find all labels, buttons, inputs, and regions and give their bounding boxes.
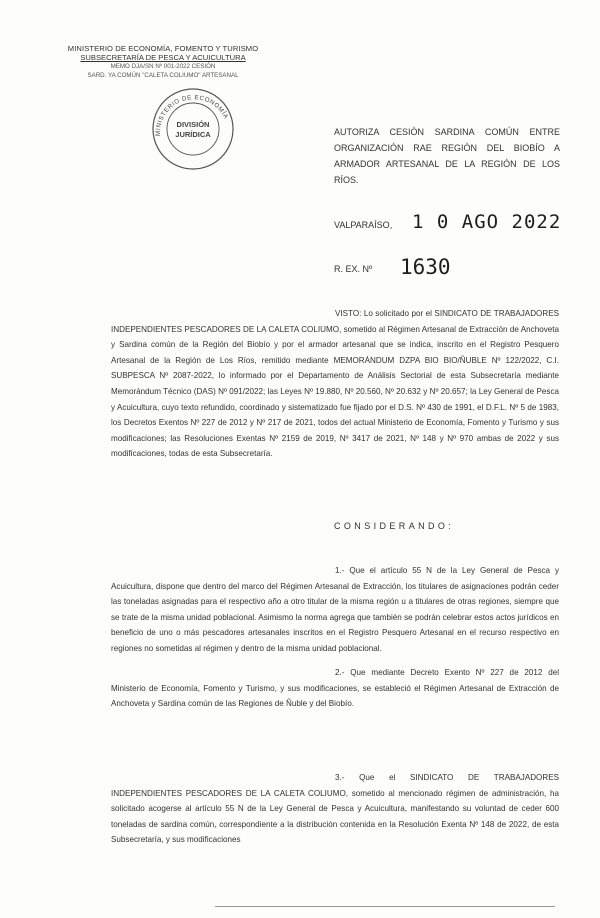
stamp-line-2: JURÍDICA <box>175 130 211 139</box>
considerando-2 <box>111 665 559 712</box>
stamp-seal <box>150 86 236 172</box>
division-juridica-stamp <box>150 86 236 172</box>
considerando-3 <box>111 770 559 848</box>
considerando-heading: CONSIDERANDO: <box>334 521 455 531</box>
date-stamp: 1 0 AGO 2022 <box>412 211 562 233</box>
considerando-1-text: 1.- Que el artículo 55 N de la Ley General de Pesca y Acuicultura, dispone que dentro del marco del Régimen Artesanal de Extracción, los titulares de asignaciones podrán ceder las toneladas asignadas para el respectivo año a otro titular de la misma región u a titulares de otras regiones, siempre que se trate de la misma unidad poblacional. Asimismo la norma agrega que también se podrán celebrar estos actos jurídicos en beneficio de uno o más pescadores artesanales inscritos en el Registro Pesquero Artesanal en el recurso respectivo en regiones no sometidas al régimen y dentro de la misma unidad poblacional. <box>111 566 559 653</box>
visto-text: VISTO: Lo solicitado por el SINDICATO DE TRABAJADORES INDEPENDIENTES PESCADORES DE LA CALETA COLIUMO, sometido al Régimen Artesanal de Extracción de Anchoveta y Sardina común de la Región del Biobío y por el armador artesanal que se indica, inscrito en el Registro Pesquero Artesanal de la Región de Los Ríos, remitido mediante MEMORÁNDUM DZPA BIO BIO/ÑUBLE Nº 122/2022, C.I. SUBPESCA Nº 2087-2022, lo informado por el Departamento de Análisis Sectorial de esta Subsecretaría mediante Memorándum Técnico (DAS) Nº 091/2022; las Leyes Nº 19.880, Nº 20.560, Nº 20.632 y Nº 20.657; la Ley General de Pesca y Acuicultura, cuyo texto refundido, coordinado y sistematizado fue fijado por el D.S. Nº 430 de 1991, el D.F.L. Nº 5 de 1983, los Decretos Exentos Nº 227 de 2012 y Nº 217 de 2021, todos del actual Ministerio de Economía, Fomento y Turismo y sus modificaciones; las Resoluciones Exentas Nº 2159 de 2019, Nº 3417 de 2021, Nº 148 y Nº 970 ambas de 2022 y sus modificaciones, todas de esta Subsecretaría. <box>111 309 559 459</box>
resolution-number: 1630 <box>400 255 451 279</box>
resolution-label: R. EX. Nº <box>334 264 373 274</box>
ministry-name: MINISTERIO DE ECONOMÍA, FOMENTO Y TURISMO <box>67 44 259 53</box>
sard-reference: SARD. YA COMÚN "CALETA COLIUMO" ARTESANAL <box>87 72 239 79</box>
visto-paragraph <box>111 306 559 462</box>
subsecretaria-name: SUBSECRETARÍA DE PESCA Y ACUICULTURA <box>80 53 246 62</box>
resolution-title: AUTORIZA CESIÓN SARDINA COMÚN ENTRE ORGANIZACIÓN RAE REGIÓN DEL BIOBÍO A ARMADOR ARTESANAL DE LA REGIÓN DE LOS RÍOS. <box>334 127 560 185</box>
place: VALPARAÍSO, <box>334 220 393 230</box>
considerando-2-text: 2.- Que mediante Decreto Exento Nº 227 de 2012 del Ministerio de Economía, Fomento y Turismo, y sus modificaciones, se estableció el Régimen Artesanal de Extracción de Anchoveta y Sardina común de las Regiones de Ñuble y del Biobío. <box>111 668 559 709</box>
stamp-line-1: DIVISIÓN <box>176 120 210 129</box>
stamp-outer-text: MINISTERIO DE ECONOMÍA <box>154 94 230 137</box>
memo-reference: MEMO DJA/SN Nº 001-2022 CESIÓN <box>110 63 216 70</box>
letterhead <box>58 44 268 80</box>
page-footer-rule <box>215 906 555 907</box>
considerando-1 <box>111 563 559 657</box>
considerando-3-text: 3.- Que el SINDICATO DE TRABAJADORES INDEPENDIENTES PESCADORES DE LA CALETA COLIUMO, sometido al mencionado régimen de administración, ha solicitado acogerse al artículo 55 N de la Ley General de Pesca y Acuicultura, manifestando su voluntad de ceder 600 toneladas de sardina común, correspondiente a la distribución contenida en la Resolución Exenta Nº 148 de 2022, de esta Subsecretaría, y sus modificaciones <box>111 773 559 845</box>
